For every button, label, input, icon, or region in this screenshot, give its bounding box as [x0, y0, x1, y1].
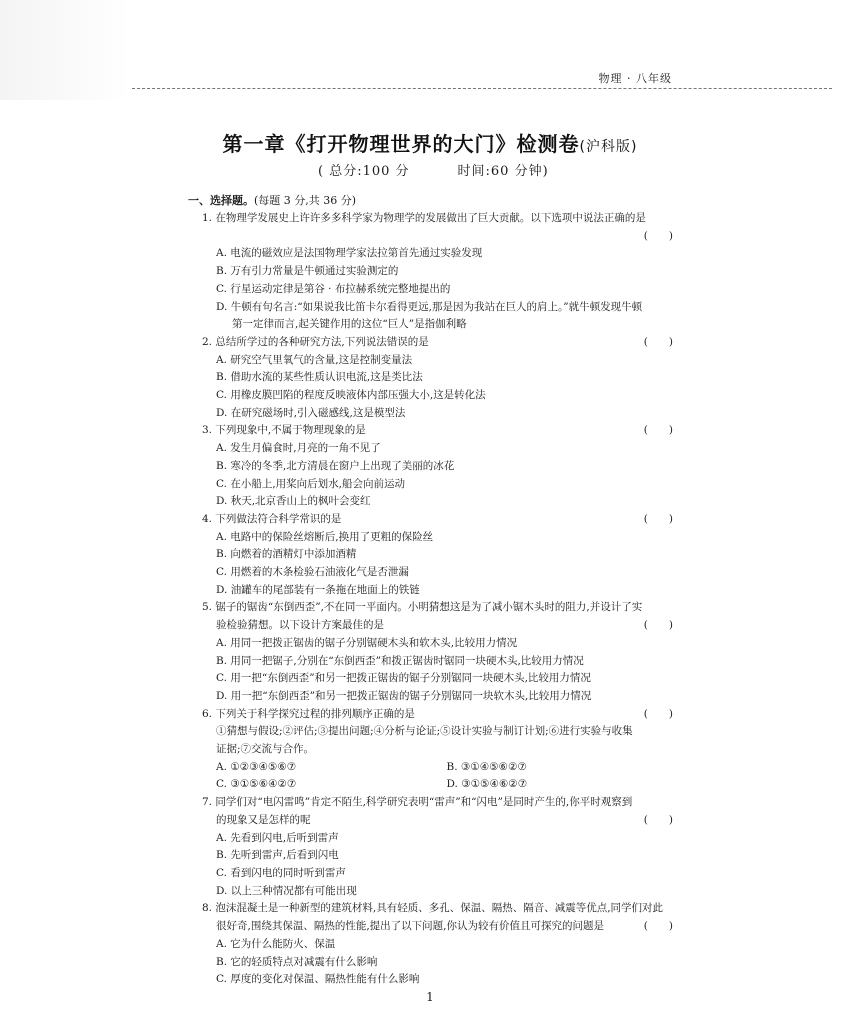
option-b: B. 用同一把锯子,分别在“东倒西歪”和拨正锯齿时锯同一块硬木头,比较用力情况	[216, 654, 584, 667]
question-stem: 7. 同学们对“电闪雷鸣”肯定不陌生,科学研究表明“雷声”和“闪电”是同时产生的,你平时观察到	[202, 796, 633, 809]
section-heading	[188, 192, 356, 208]
option-c: C. 用橡皮膜凹陷的程度反映液体内部压强大小,这是转化法	[216, 389, 486, 402]
answer-blank[interactable]: ( )	[643, 229, 673, 242]
header-divider	[132, 88, 832, 89]
answer-blank[interactable]: ( )	[643, 619, 673, 632]
question-stem: 3. 下列现象中,不属于物理现象的是 ( )	[202, 422, 677, 440]
page-title	[0, 128, 860, 157]
option-a: A. 电流的磁效应是法国物理学家法拉第首先通过实验发现	[216, 247, 483, 260]
option-c: C. 厚度的变化对保温、隔热性能有什么影响	[216, 973, 420, 986]
option-b: B. 先听到雷声,后看到闪电	[216, 849, 339, 862]
question-1	[202, 210, 677, 334]
option-a: A. 它为什么能防火、保温	[216, 937, 336, 950]
question-stem-continued: 很好奇,围绕其保温、隔热的性能,提出了以下问题,你认为较有价值且可探究的问题是 ( )	[202, 918, 677, 936]
question-8	[202, 900, 677, 989]
question-stem-continued: 证据;⑦交流与合作。	[216, 743, 315, 756]
option-a: A. 电路中的保险丝熔断后,换用了更粗的保险丝	[216, 530, 434, 543]
question-2	[202, 334, 677, 423]
time-limit: 时间:60 分钟)	[457, 164, 549, 179]
option-c: C. ③①⑤⑥④②⑦	[216, 778, 297, 791]
option-d: D. 以上三种情况都有可能出现	[216, 884, 357, 897]
answer-blank[interactable]: ( )	[643, 424, 673, 437]
question-stem: 4. 下列做法符合科学常识的是 ( )	[202, 511, 677, 529]
exam-info	[318, 160, 549, 179]
title-main: 第一章《打开物理世界的大门》检测卷	[222, 132, 580, 156]
option-a: A. 用同一把拨正锯齿的锯子分别锯硬木头和软木头,比较用力情况	[216, 636, 518, 649]
option-d: D. 用一把“东倒西歪”和另一把拨正锯齿的锯子分别锯同一块软木头,比较用力情况	[216, 689, 592, 702]
option-b: B. 向燃着的酒精灯中添加酒精	[216, 548, 357, 561]
answer-blank[interactable]: ( )	[643, 512, 673, 525]
option-d: D. 油罐车的尾部装有一条拖在地面上的铁链	[216, 583, 420, 596]
question-stem: 1. 在物理学发展史上许许多多科学家为物理学的发展做出了巨大贡献。以下选项中说法正确的是	[202, 212, 646, 224]
question-3	[202, 422, 677, 511]
option-d: D. 牛顿有句名言:“如果说我比笛卡尔看得更远,那是因为我站在巨人的肩上。”就牛顿发现牛顿	[216, 300, 643, 313]
question-7	[202, 794, 677, 900]
question-stem: 8. 泡沫混凝土是一种新型的建筑材料,具有轻质、多孔、保温、隔热、隔音、减震等优点,同学们对此	[202, 902, 664, 915]
section-title: 一、选择题。	[188, 194, 254, 207]
option-d: D. 在研究磁场时,引入磁感线,这是模型法	[216, 406, 406, 419]
option-c: C. 用一把“东倒西歪”和另一把拨正锯齿的锯子分别锯同一块硬木头,比较用力情况	[216, 672, 591, 685]
question-stem: 2. 总结所学过的各种研究方法,下列说法错误的是 ( )	[202, 334, 677, 352]
page-number: 1	[426, 990, 434, 1004]
option-b: B. 借助水流的某些性质认识电流,这是类比法	[216, 371, 423, 384]
option-b: B. 它的轻质特点对减震有什么影响	[216, 955, 378, 968]
option-a: A. ①②③④⑤⑥⑦	[216, 760, 297, 773]
total-score: ( 总分:100 分	[318, 164, 410, 179]
answer-blank[interactable]: ( )	[643, 813, 673, 826]
option-c: C. 用燃着的木条检验石油液化气是否泄漏	[216, 566, 409, 579]
option-d: D. 秋天,北京香山上的枫叶会变红	[216, 495, 371, 508]
section-note: (每题 3 分,共 36 分)	[254, 194, 357, 207]
option-a: A. 研究空气里氧气的含量,这是控制变量法	[216, 353, 413, 366]
option-row	[202, 776, 677, 794]
option-c: C. 在小船上,用桨向后划水,船会向前运动	[216, 477, 406, 490]
answer-blank[interactable]: ( )	[643, 707, 673, 720]
answer-blank[interactable]: ( )	[643, 335, 673, 348]
option-a: A. 先看到闪电,后听到雷声	[216, 831, 339, 844]
option-d: D. ③①⑤④⑥②⑦	[446, 778, 528, 791]
question-stem: 6. 下列关于科学探究过程的排列顺序正确的是 ( )	[202, 706, 677, 724]
question-6	[202, 706, 677, 795]
answer-blank[interactable]: ( )	[643, 920, 673, 933]
title-edition: (沪科版)	[579, 139, 638, 155]
question-stem-continued: ①猜想与假设;②评估;③提出问题;④分析与论证;⑤设计实验与制订计划;⑥进行实验与收集	[216, 725, 633, 738]
question-stem-continued: 的现象又是怎样的呢 ( )	[202, 812, 677, 830]
option-a: A. 发生月偏食时,月亮的一角不见了	[216, 442, 381, 455]
option-c: C. 行星运动定律是第谷 · 布拉赫系统完整地提出的	[216, 282, 451, 295]
question-4	[202, 511, 677, 600]
question-stem: 5. 锯子的锯齿“东倒西歪”,不在同一平面内。小明猜想这是为了减小锯木头时的阻力,并设计了实	[202, 601, 643, 614]
running-head: 物理 · 八年级	[598, 72, 672, 85]
scan-shading	[0, 0, 130, 100]
option-b: B. 万有引力常量是牛顿通过实验测定的	[216, 265, 399, 278]
option-row	[202, 759, 677, 777]
option-b: B. ③①④⑤⑥②⑦	[446, 760, 527, 773]
option-c: C. 看到闪电的同时听到雷声	[216, 867, 346, 879]
option-b: B. 寒冷的冬季,北方清晨在窗户上出现了美丽的冰花	[216, 459, 455, 472]
question-5	[202, 599, 677, 705]
option-d-continued: 第一定律而言,起关键作用的这位“巨人”是指伽利略	[232, 318, 467, 331]
question-list	[202, 210, 677, 989]
question-stem-continued: 验检验猜想。以下设计方案最佳的是 ( )	[202, 617, 677, 635]
